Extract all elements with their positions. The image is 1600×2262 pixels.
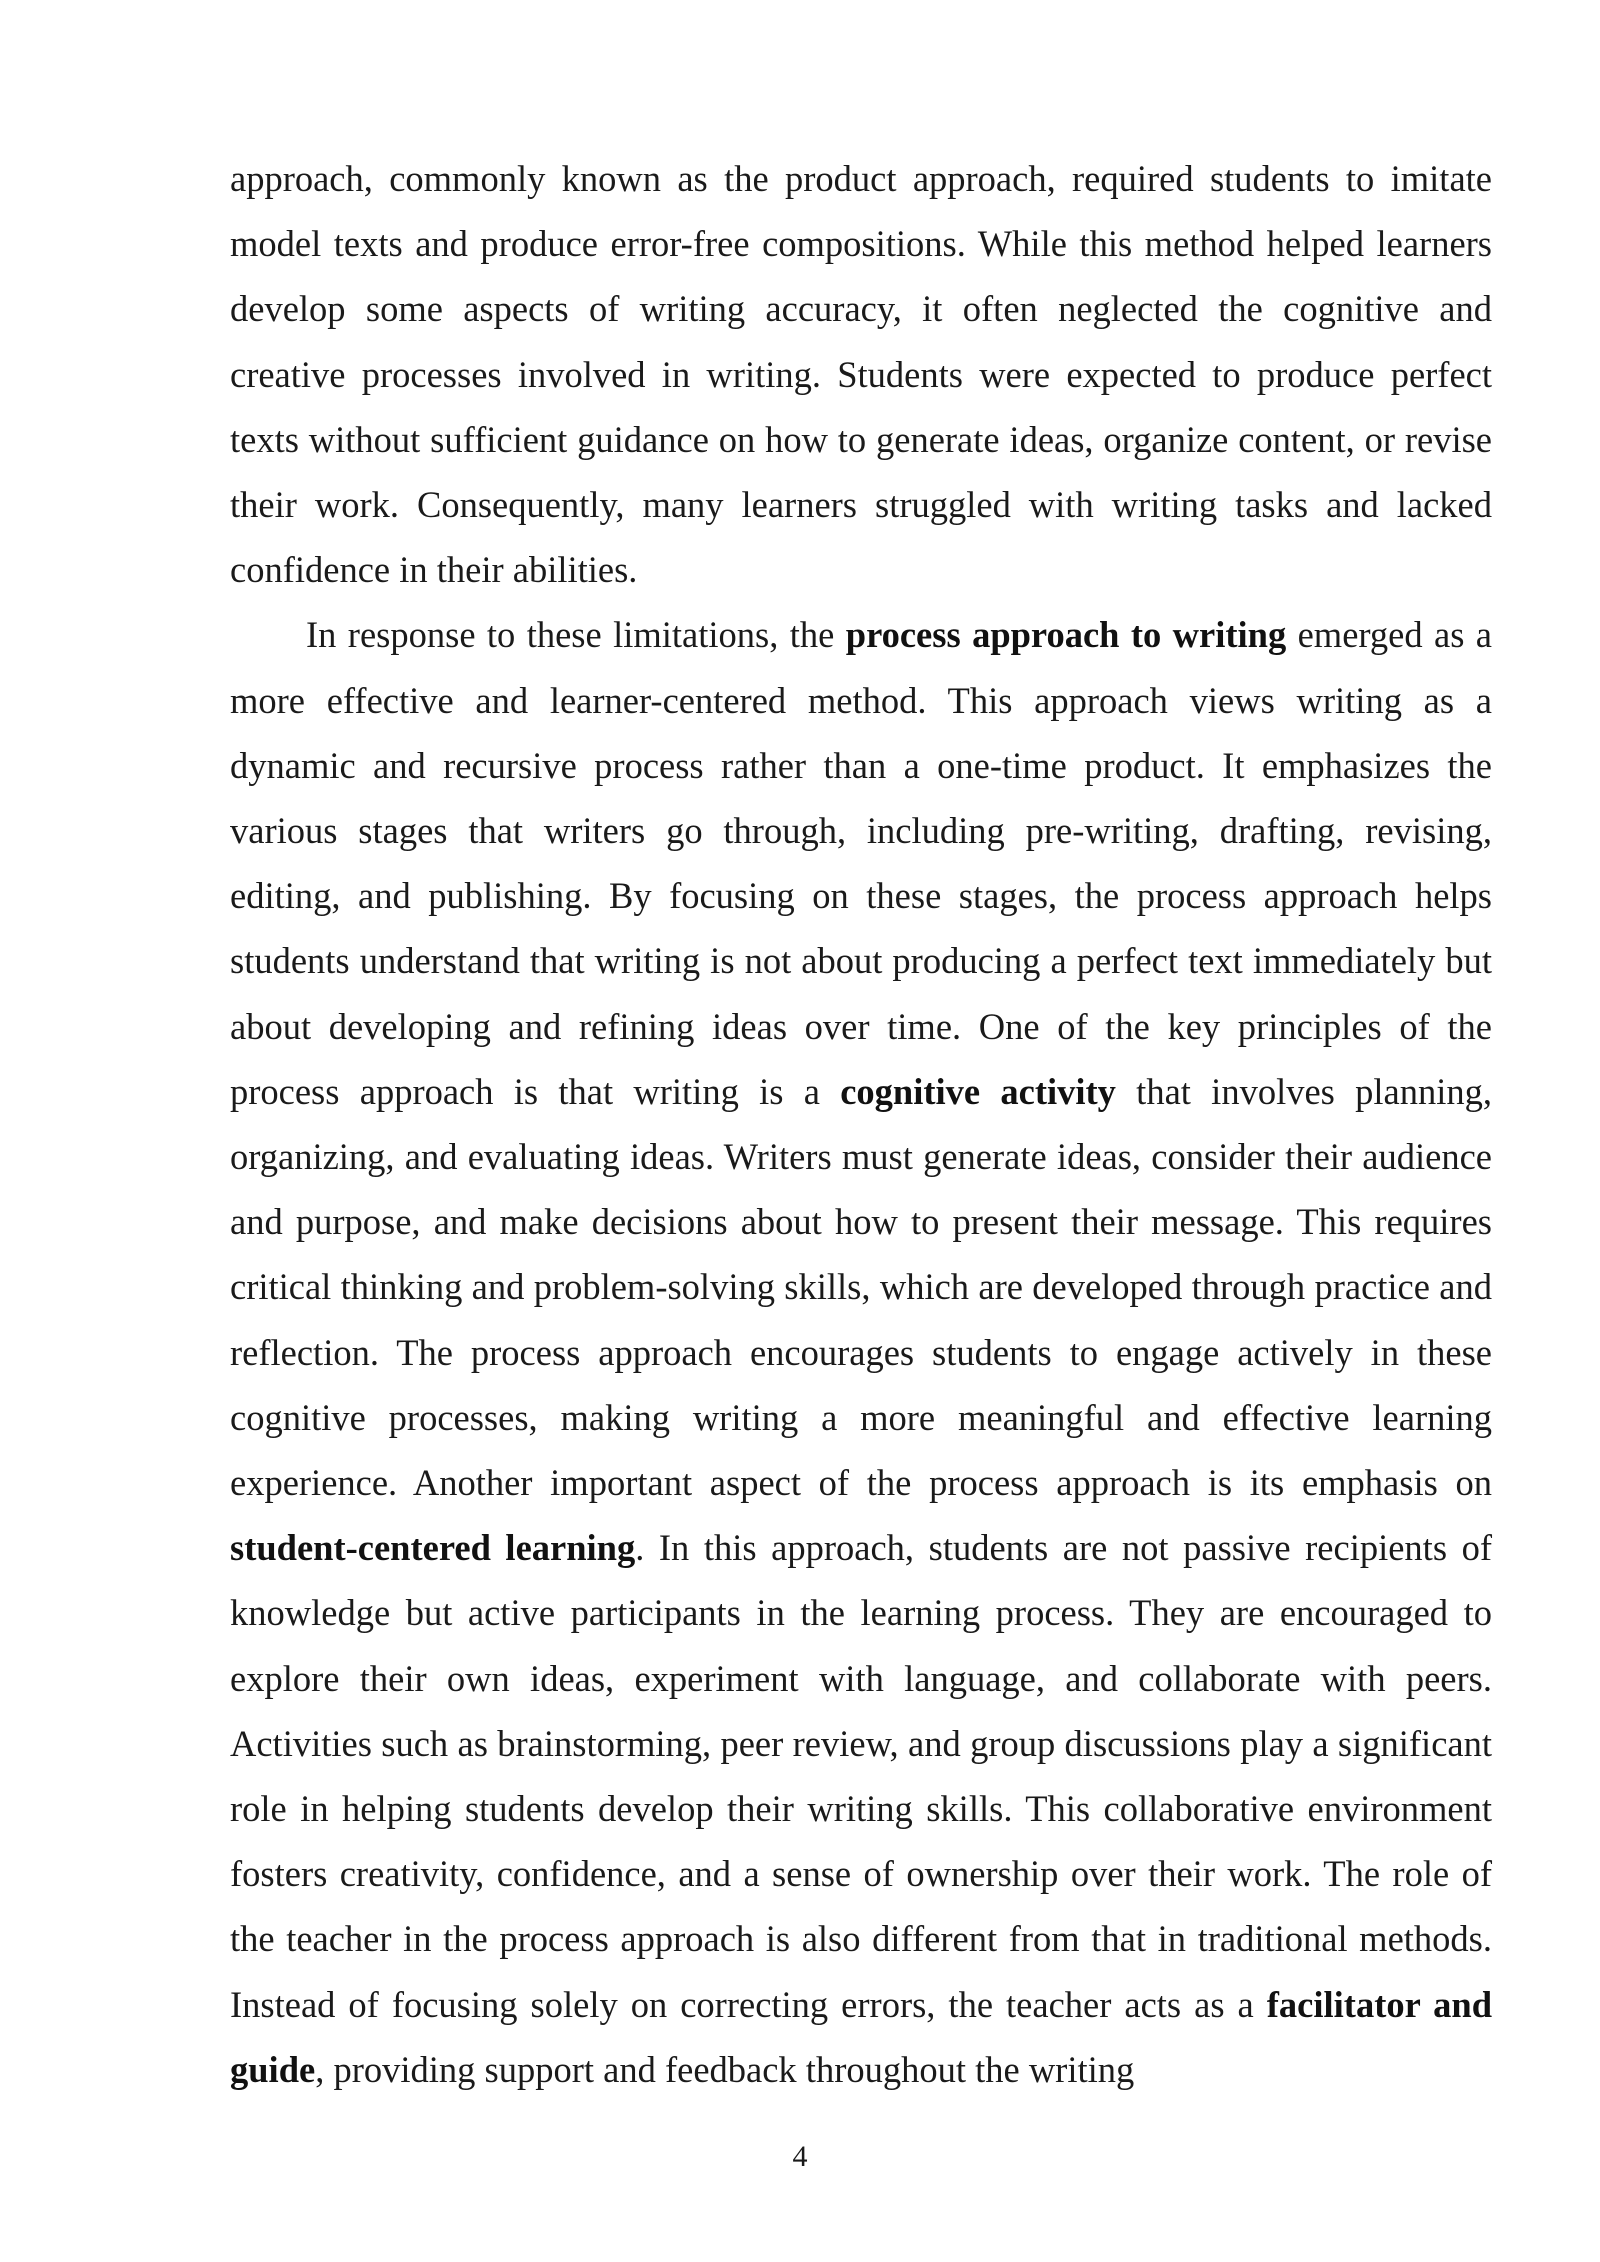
paragraph-2-text: emerged as a more effective and learner-centered method. This approach views writing as a dynamic and recursive process rather than a one-time product. It emphasizes the various stages that writers go through, including pre-writing, drafting, revising, editing, and publishing. By focusing on these stages, the process approach helps students understand that writing is not about producing a perfect text immediately but about developing and refining ideas over time. One of the key principles of the process approach is that writing is a (230, 614, 1492, 1112)
paragraph-2-text: In response to these limitations, the (306, 614, 846, 656)
bold-term-cognitive-activity: cognitive activity (840, 1070, 1116, 1112)
bold-term-student-centered-learning: student-centered learning (230, 1527, 636, 1569)
paragraph-1-text: approach, commonly known as the product approach, required students to imitate model texts and produce error-free compositions. While this method helped learners develop some aspects of writing accuracy, it often neglected the cognitive and creative processes involved in writing. Students were expected to produce perfect texts without sufficient guidance on how to generate ideas, organize content, or revise their work. Consequently, many learners struggled with writing tasks and lacked confidence in their abilities. (230, 158, 1492, 591)
paragraph-2 (230, 602, 1492, 2102)
page-number: 4 (792, 2140, 808, 2173)
bold-term-process-approach: process approach to writing (845, 614, 1287, 656)
paragraph-1 (230, 146, 1492, 602)
paragraph-2-text: . In this approach, students are not passive recipients of knowledge but active participants in the learning process. They are encouraged to explore their own ideas, experiment with language, and collaborate with peers. Activities such as brainstorming, peer review, and group discussions play a significant role in helping students develop their writing skills. This collaborative environment fosters creativity, confidence, and a sense of ownership over their work. The role of the teacher in the process approach is also different from that in traditional methods. Instead of focusing solely on correcting errors, the teacher acts as a (230, 1527, 1492, 2025)
paragraph-2-text: , providing support and feedback throughout the writing (315, 2048, 1135, 2090)
bold-term-facilitator-and-guide: facilitator and guide (230, 1983, 1493, 2090)
paragraph-2-text: that involves planning, organizing, and evaluating ideas. Writers must generate ideas, consider their audience and purpose, and make decisions about how to present their message. This requires critical thinking and problem-solving skills, which are developed through practice and reflection. The process approach encourages students to engage actively in these cognitive processes, making writing a more meaningful and effective learning experience. Another important aspect of the process approach is its emphasis on (230, 1070, 1493, 1504)
body-text (230, 146, 1492, 2102)
